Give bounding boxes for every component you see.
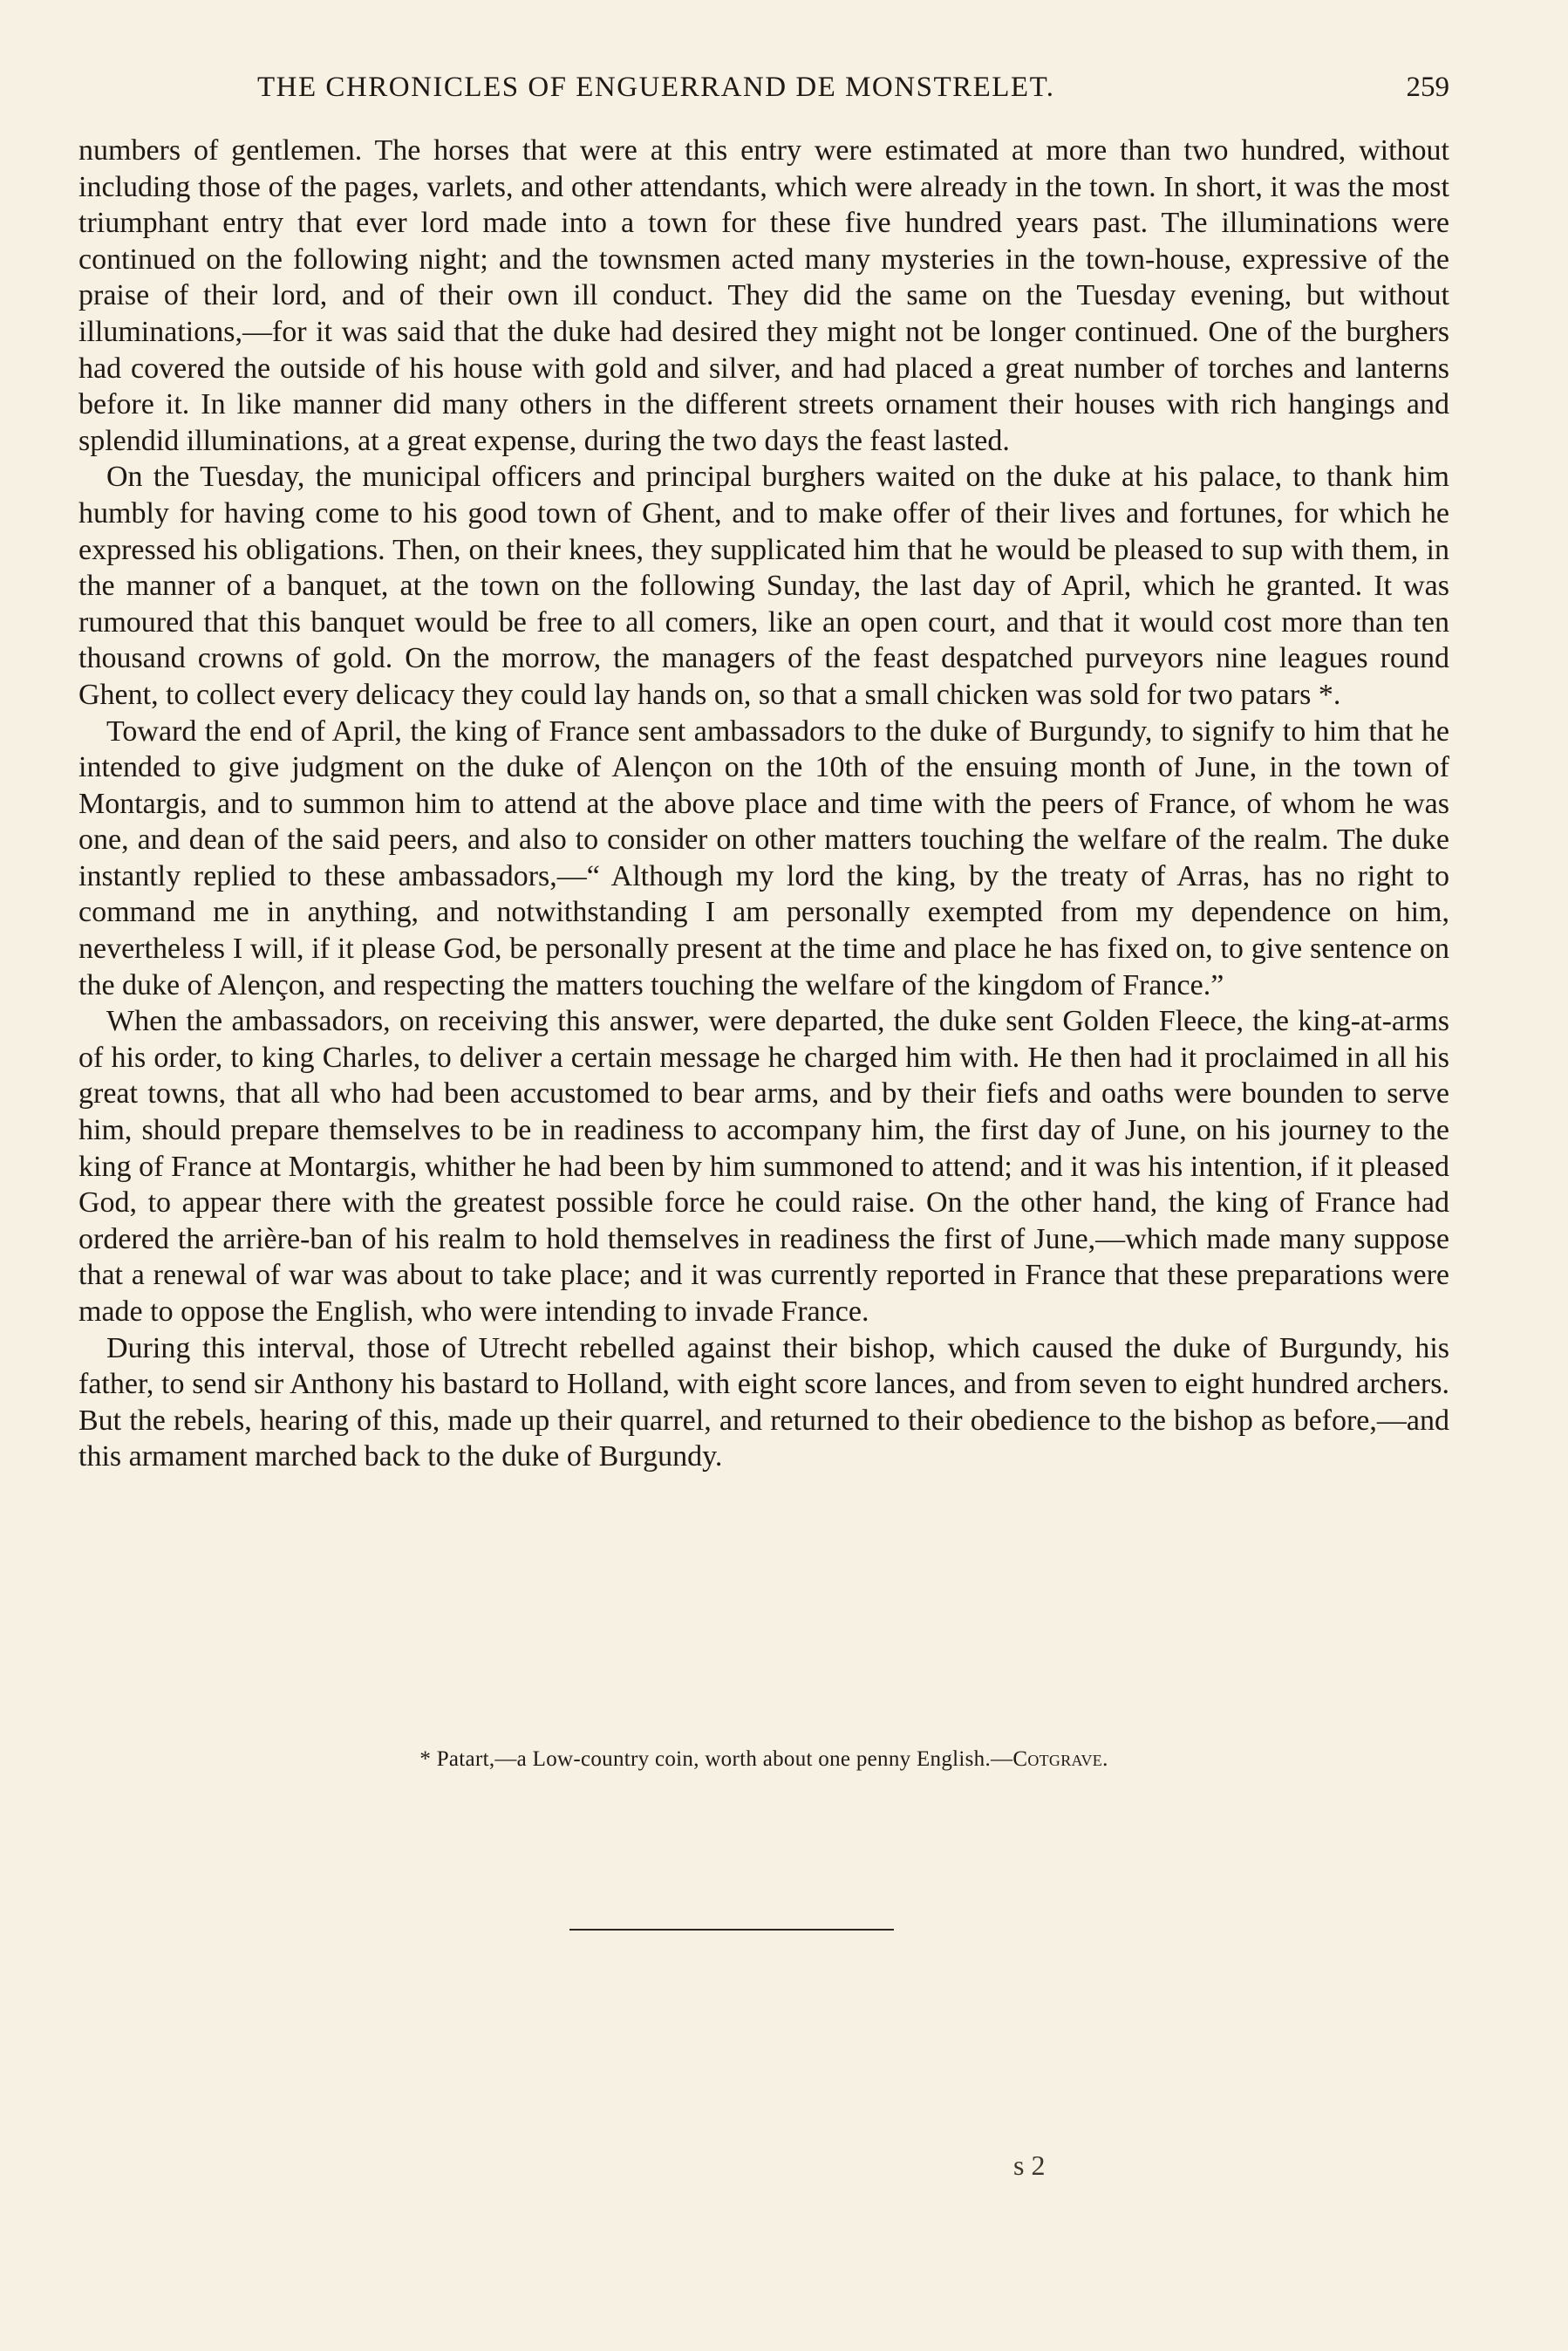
footnote <box>78 1747 1449 1772</box>
paragraph-1: numbers of gentlemen. The horses that were at this entry were estimated at more than two hundred, without including those of the pages, varlets, and other attendants, which were already in the town. In short, it was the most triumphant entry that ever lord made into a town for these five hundred years past. The illuminations were continued on the following night; and the townsmen acted many mysteries in the town-house, expressive of the praise of their lord, and of their own ill conduct. They did the same on the Tuesday evening, but without illuminations,—for it was said that the duke had desired they might not be longer continued. One of the burghers had covered the outside of his house with gold and silver, and had placed a great number of torches and lanterns before it. In like manner did many others in the different streets ornament their houses with rich hangings and splendid illuminations, at a great expense, during the two days the feast lasted. <box>78 134 1449 457</box>
paragraph-2: On the Tuesday, the municipal officers and principal burghers waited on the duke at his palace, to thank him humbly for having come to his good town of Ghent, and to make offer of their lives and fortunes, for which he expressed his obligations. Then, on their knees, they supplicated him that he would be pleased to sup with them, in the manner of a banquet, at the town on the following Sunday, the last day of April, which he granted. It was rumoured that this banquet would be free to all comers, like an open court, and that it would cost more than ten thousand crowns of gold. On the morrow, the managers of the feast despatched purveyors nine leagues round Ghent, to collect every delicacy they could lay hands on, so that a small chicken was sold for two patars *. <box>78 461 1449 711</box>
signature-mark: s 2 <box>1013 2149 1046 2181</box>
footer-rule <box>569 1929 894 1931</box>
running-header <box>78 72 1449 113</box>
footnote-text: * Patart,—a Low-country coin, worth about one penny English.— <box>419 1747 1013 1771</box>
running-title: THE CHRONICLES OF ENGUERRAND DE MONSTRELET. <box>257 72 1055 103</box>
paragraph-4: When the ambassadors, on receiving this answer, were departed, the duke sent Golden Fleece, the king-at-arms of his order, to king Charles, to deliver a certain message he charged him with. He then had it proclaimed in all his great towns, that all who had been accustomed to bear arms, and by their fiefs and oaths were bounden to serve him, should prepare themselves to be in readiness to accompany him, the first day of June, on his journey to the king of France at Montargis, whither he had been by him summoned to attend; and it was his intention, if it pleased God, to appear there with the greatest possible force he could raise. On the other hand, the king of France had ordered the arrière-ban of his realm to hold themselves in readiness the first of June,—which made many suppose that a renewal of war was about to take place; and it was currently reported in France that these preparations were made to oppose the English, who were intending to invade France. <box>78 1005 1449 1328</box>
paragraph-3: Toward the end of April, the king of France sent ambassadors to the duke of Burgundy, to signify to him that he intended to give judgment on the duke of Alençon on the 10th of the ensuing month of June, in the town of Montargis, and to summon him to attend at the above place and time with the peers of France, of whom he was one, and dean of the said peers, and also to consider on other matters touching the welfare of the realm. The duke instantly replied to these ambassadors,—“ Although my lord the king, by the treaty of Arras, has no right to command me in anything, and notwithstanding I am personally exempted from my dependence on him, nevertheless I will, if it please God, be personally present at the time and place he has fixed on, to give sentence on the duke of Alençon, and respecting the matters touching the welfare of the kingdom of France.” <box>78 714 1449 1001</box>
paragraph-5: During this interval, those of Utrecht rebelled against their bishop, which caused the duke of Burgundy, his father, to send sir Anthony his bastard to Holland, with eight score lances, and from seven to eight hundred archers. But the rebels, hearing of this, made up their quarrel, and returned to their obedience to the bishop as before,—and this armament marched back to the duke of Burgundy. <box>78 1331 1449 1473</box>
body-text <box>78 133 1449 1475</box>
page-number: 259 <box>1406 72 1449 103</box>
footnote-source: Cotgrave. <box>1012 1747 1108 1771</box>
